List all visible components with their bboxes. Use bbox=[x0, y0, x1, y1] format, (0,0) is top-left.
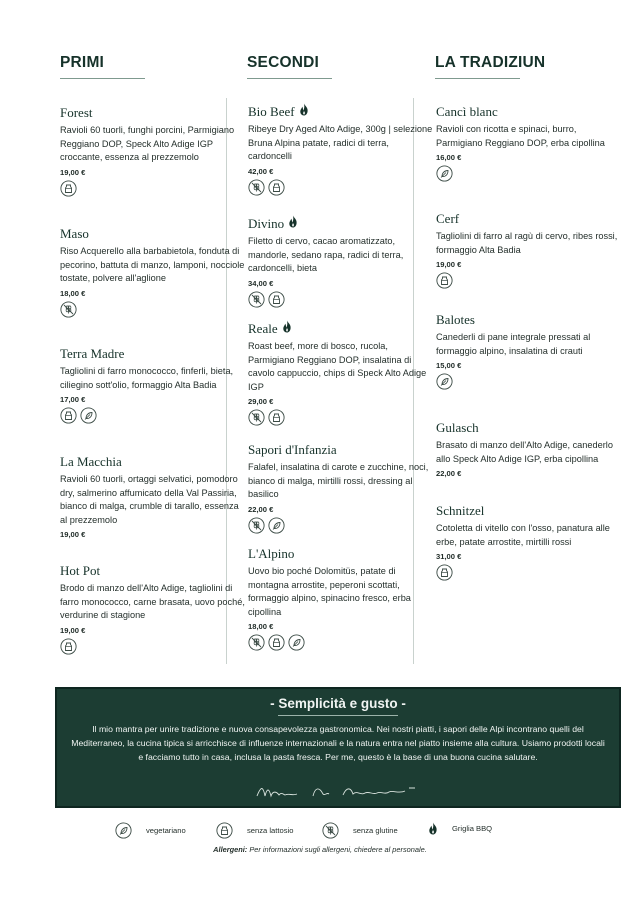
dish-diet-icons bbox=[248, 517, 433, 539]
column-heading-secondi: SECONDI bbox=[247, 54, 320, 71]
dish-name: Divino bbox=[248, 215, 285, 231]
dish-card bbox=[436, 420, 621, 478]
dish-name: L'Alpino bbox=[248, 546, 295, 561]
dish-name-row bbox=[60, 226, 245, 242]
dish-price: 22,00 € bbox=[436, 469, 462, 479]
dish-diet-icons bbox=[248, 409, 433, 431]
no-gluten-icon bbox=[248, 409, 265, 431]
dish-description: Ravioli 60 tuorli, ortaggi selvatici, pomodoro dry, salmerino affumicato della Val Passiria, bianco di malga, crumble di tarallo, essenza al prezzemolo bbox=[60, 474, 239, 525]
column-heading-primi: PRIMI bbox=[60, 54, 105, 71]
chef-philosophy-banner bbox=[55, 687, 621, 808]
dish-card bbox=[436, 211, 621, 294]
dish-name: Gulasch bbox=[436, 420, 479, 435]
dish-price: 29,00 € bbox=[248, 397, 274, 407]
dish-card bbox=[248, 546, 433, 656]
dish-description: Canederli di pane integrale pressati al formaggio alpino, insalatina di crauti bbox=[436, 332, 591, 356]
dish-card bbox=[436, 503, 621, 586]
allergens-note bbox=[0, 845, 640, 854]
dish-name-row bbox=[60, 346, 245, 362]
dish-name-row bbox=[436, 104, 621, 120]
no-lactose-icon bbox=[436, 564, 453, 586]
dish-price: 19,00 € bbox=[60, 167, 86, 177]
dish-price: 15,00 € bbox=[436, 361, 462, 371]
legend-item bbox=[115, 822, 186, 839]
no-lactose-icon bbox=[268, 634, 285, 656]
no-gluten-icon bbox=[248, 634, 265, 656]
legend-label: senza glutine bbox=[353, 826, 398, 835]
dish-diet-icons bbox=[60, 638, 245, 660]
dish-description: Ravioli con ricotta e spinaci, burro, Parmigiano Reggiano DOP, erba cipollina bbox=[436, 124, 605, 148]
dish-diet-icons bbox=[248, 634, 433, 656]
vegetarian-icon bbox=[268, 517, 285, 539]
dish-price: 19,00 € bbox=[60, 530, 86, 540]
dish-name: La Macchia bbox=[60, 454, 122, 469]
no-lactose-icon bbox=[268, 291, 285, 313]
allergens-label: Allergeni: bbox=[213, 845, 248, 854]
dish-diet-icons bbox=[60, 180, 245, 202]
vegetarian-icon bbox=[115, 822, 132, 839]
dish-description: Falafel, insalatina di carote e zucchine, noci, bianco di malga, mirtilli rossi, dressing al basilico bbox=[248, 462, 429, 500]
legend-item bbox=[428, 822, 492, 835]
vegetarian-icon bbox=[436, 373, 453, 395]
dish-name: Balotes bbox=[436, 312, 475, 327]
dish-name-row bbox=[248, 215, 433, 232]
no-lactose-icon bbox=[268, 409, 285, 431]
dish-diet-icons bbox=[436, 564, 621, 586]
legend-label: Griglia BBQ bbox=[452, 824, 493, 833]
dish-card bbox=[60, 563, 245, 660]
flame-icon bbox=[288, 215, 298, 232]
banner-title: - Semplicità e gusto - bbox=[270, 696, 406, 711]
legend-item bbox=[322, 822, 398, 839]
dish-name-row bbox=[60, 454, 245, 470]
dish-diet-icons bbox=[60, 407, 245, 429]
vegetarian-icon bbox=[80, 407, 97, 429]
dish-name: Cancì blanc bbox=[436, 104, 498, 119]
dish-name-row bbox=[436, 211, 621, 227]
flame-icon bbox=[428, 822, 438, 835]
dish-card bbox=[248, 320, 433, 431]
dish-price: 42,00 € bbox=[248, 166, 274, 176]
dish-name-row bbox=[60, 105, 245, 121]
dish-description: Brodo di manzo dell'Alto Adige, tagliolini di farro monococco, carne brasata, uovo poché, verdurine di stagione bbox=[60, 583, 245, 621]
dish-price: 19,00 € bbox=[436, 260, 462, 270]
legend-label: senza lattosio bbox=[247, 826, 294, 835]
dish-price: 22,00 € bbox=[248, 504, 274, 514]
no-gluten-icon bbox=[248, 179, 265, 201]
chef-signature bbox=[253, 782, 423, 802]
no-lactose-icon bbox=[60, 638, 77, 660]
dish-name: Hot Pot bbox=[60, 563, 101, 578]
dish-card bbox=[60, 105, 245, 202]
dish-name-row bbox=[248, 546, 433, 562]
icon-legend bbox=[0, 822, 640, 840]
dish-name: Sapori d'Infanzia bbox=[248, 442, 337, 457]
no-lactose-icon bbox=[60, 180, 77, 202]
allergens-text: Per informazioni sugli allergeni, chiedere al personale. bbox=[249, 845, 427, 854]
dish-diet-icons bbox=[248, 179, 433, 201]
heading-rule bbox=[435, 78, 520, 79]
dish-price: 17,00 € bbox=[60, 395, 86, 405]
legend-label: vegetariano bbox=[146, 826, 186, 835]
dish-card bbox=[60, 346, 245, 429]
banner-text: Il mio mantra per unire tradizione e nuova consapevolezza gastronomica. Nei nostri piatti, i sapori delle Alpi incontrano quelli del Mediterraneo, la cucina tipica si arricchisce di influenze internazionali e la natura entra nel piatto insieme alla cultura. Usiamo prodotti locali e facciamo tutto in casa, inclusa la pasta fresca. Per me, questo è la base di una buona cucina salutare. bbox=[71, 724, 605, 762]
dish-card bbox=[248, 215, 433, 313]
dish-name-row bbox=[436, 420, 621, 436]
dish-diet-icons bbox=[248, 291, 433, 313]
no-gluten-icon bbox=[248, 517, 265, 539]
dish-card bbox=[60, 454, 245, 539]
dish-diet-icons bbox=[436, 373, 621, 395]
dish-price: 16,00 € bbox=[436, 153, 462, 163]
legend-item bbox=[216, 822, 293, 839]
dish-diet-icons bbox=[60, 301, 245, 323]
no-lactose-icon bbox=[60, 407, 77, 429]
dish-name-row bbox=[436, 312, 621, 328]
vegetarian-icon bbox=[436, 165, 453, 187]
dish-name: Terra Madre bbox=[60, 346, 125, 361]
dish-description: Brasato di manzo dell'Alto Adige, canederlo allo Speck Alto Adige IGP, erba cipollina bbox=[436, 440, 613, 464]
no-gluten-icon bbox=[60, 301, 77, 323]
no-lactose-icon bbox=[268, 179, 285, 201]
dish-card bbox=[248, 442, 433, 539]
flame-icon bbox=[299, 103, 309, 120]
dish-card bbox=[248, 103, 433, 201]
column-heading-tradiziun: LA TRADIZIUN bbox=[435, 54, 546, 71]
dish-price: 18,00 € bbox=[248, 622, 274, 632]
dish-description: Cotoletta di vitello con l'osso, panatura alle erbe, patate arrostite, mirtilli rossi bbox=[436, 523, 610, 547]
dish-price: 34,00 € bbox=[248, 278, 274, 288]
flame-icon bbox=[282, 320, 292, 337]
dish-name-row bbox=[436, 503, 621, 519]
dish-diet-icons bbox=[436, 165, 621, 187]
dish-description: Roast beef, more di bosco, rucola, Parmigiano Reggiano DOP, insalatina di cavolo cappuccio, chips di Speck Alto Adige IGP bbox=[248, 341, 427, 392]
dish-description: Tagliolini di farro al ragù di cervo, ribes rossi, formaggio Alta Badia bbox=[436, 231, 618, 255]
dish-description: Uovo bio poché Dolomitüs, patate di montagna arrostite, peperoni scottati, formaggio alpino, spinacino fresco, erba cipollina bbox=[248, 566, 411, 617]
dish-name-row bbox=[248, 103, 433, 120]
dish-name: Forest bbox=[60, 105, 93, 120]
dish-name: Reale bbox=[248, 320, 278, 336]
dish-description: Filetto di cervo, cacao aromatizzato, mandorle, sedano rapa, radici di terra, cardoncelli, bieta bbox=[248, 236, 404, 274]
heading-rule bbox=[60, 78, 145, 79]
dish-price: 19,00 € bbox=[60, 625, 86, 635]
no-lactose-icon bbox=[216, 822, 233, 839]
dish-card bbox=[436, 312, 621, 395]
dish-price: 31,00 € bbox=[436, 552, 462, 562]
dish-name: Cerf bbox=[436, 211, 460, 226]
dish-description: Riso Acquerello alla barbabietola, fonduta di pecorino, battuta di manzo, lamponi, nocciole tostate, polvere all'aglione bbox=[60, 246, 245, 284]
dish-diet-icons bbox=[436, 272, 621, 294]
no-gluten-icon bbox=[322, 822, 339, 839]
no-gluten-icon bbox=[248, 291, 265, 313]
no-lactose-icon bbox=[436, 272, 453, 294]
dish-card bbox=[436, 104, 621, 187]
banner-title-rule bbox=[278, 715, 398, 716]
heading-rule bbox=[247, 78, 332, 79]
dish-price: 18,00 € bbox=[60, 288, 86, 298]
dish-name: Schnitzel bbox=[436, 503, 485, 518]
dish-card bbox=[60, 226, 245, 323]
dish-name: Maso bbox=[60, 226, 89, 241]
dish-description: Ravioli 60 tuorli, funghi porcini, Parmigiano Reggiano DOP, Speck Alto Adige IGP croccante, essenza al prezzemolo bbox=[60, 125, 235, 163]
dish-name-row bbox=[248, 320, 433, 337]
dish-description: Tagliolini di farro monococco, finferli, bieta, ciliegino sott'olio, formaggio Alta Badia bbox=[60, 366, 234, 390]
dish-name-row bbox=[248, 442, 433, 458]
dish-name: Bio Beef bbox=[248, 103, 295, 119]
vegetarian-icon bbox=[288, 634, 305, 656]
dish-description: Ribeye Dry Aged Alto Adige, 300g | selezione Bruna Alpina patate, radici di terra, cardoncelli bbox=[248, 124, 433, 162]
dish-name-row bbox=[60, 563, 245, 579]
